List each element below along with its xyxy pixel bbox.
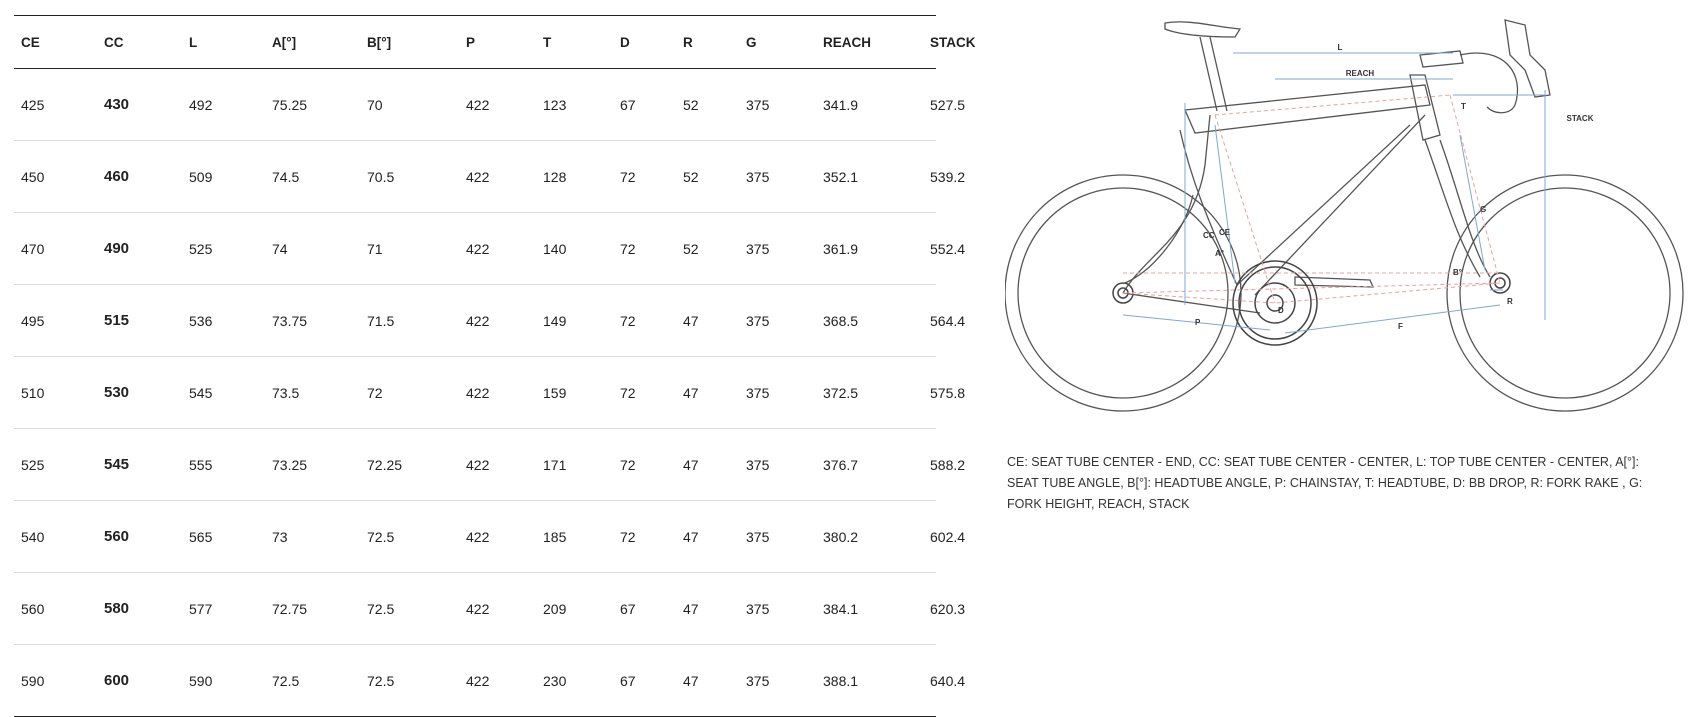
table-cell: 620.3 <box>930 600 966 617</box>
table-row <box>14 213 966 285</box>
chainring <box>1113 261 1510 345</box>
table-cell: 73.25 <box>272 456 308 473</box>
column-header-p: P <box>466 34 476 50</box>
column-header-d: D <box>620 34 630 50</box>
table-cell: 422 <box>466 600 490 617</box>
column-header-ce: CE <box>21 34 40 50</box>
table-cell: 73 <box>272 528 288 545</box>
diagram-label-r: R <box>1507 297 1513 306</box>
table-cell: 384.1 <box>823 600 859 617</box>
table-cell: 47 <box>683 312 699 329</box>
table-cell: 560 <box>104 528 130 545</box>
table-cell: 171 <box>543 456 567 473</box>
diagram-label-f: F <box>1398 322 1403 331</box>
table-cell: 352.1 <box>823 168 859 185</box>
table-cell: 577 <box>189 600 213 617</box>
table-cell: 72 <box>620 456 636 473</box>
table-cell: 560 <box>21 600 45 617</box>
table-cell: 450 <box>21 168 45 185</box>
table-cell: 67 <box>620 600 636 617</box>
column-header-a: A[°] <box>272 34 297 50</box>
table-cell: 580 <box>104 600 130 617</box>
diagram-label-l: L <box>1337 43 1343 52</box>
table-row <box>14 429 966 501</box>
bike-frame <box>1123 75 1490 313</box>
table-cell: 422 <box>466 456 490 473</box>
table-cell: 52 <box>683 96 699 113</box>
table-cell: 72 <box>620 528 636 545</box>
table-cell: 422 <box>466 168 490 185</box>
table-cell: 73.75 <box>272 312 308 329</box>
table-cell: 159 <box>543 384 567 401</box>
table-cell: 509 <box>189 168 213 185</box>
table-cell: 422 <box>466 312 490 329</box>
table-cell: 375 <box>746 384 770 401</box>
table-cell: 230 <box>543 672 567 689</box>
table-cell: 72 <box>367 384 383 401</box>
table-cell: 72.5 <box>272 672 300 689</box>
table-row <box>14 285 966 357</box>
table-cell: 422 <box>466 528 490 545</box>
table-cell: 495 <box>21 312 45 329</box>
table-cell: 375 <box>746 240 770 257</box>
table-cell: 149 <box>543 312 567 329</box>
table-cell: 376.7 <box>823 456 859 473</box>
table-cell: 375 <box>746 312 770 329</box>
table-cell: 527.5 <box>930 96 966 113</box>
table-header-row <box>14 16 976 69</box>
table-cell: 52 <box>683 168 699 185</box>
diagram-label-stack: STACK <box>1566 114 1594 123</box>
table-cell: 72.5 <box>367 528 395 545</box>
table-cell: 530 <box>104 384 130 401</box>
table-cell: 552.4 <box>930 240 966 257</box>
table-cell: 47 <box>683 672 699 689</box>
table-cell: 375 <box>746 528 770 545</box>
geometry-legend-caption: CE: SEAT TUBE CENTER - END, CC: SEAT TUBE CENTER - CENTER, L: TOP TUBE CENTER - CENTER, A[°]: SEAT TUBE ANGLE, B[°]: HEADTUBE ANGLE, P: CHAINSTAY, T: HEADTUBE, D: BB DROP, R: FORK RAKE , G: FORK HEIGHT, REACH, STACK <box>1007 455 1643 511</box>
table-cell: 375 <box>746 456 770 473</box>
table-cell: 72.75 <box>272 600 308 617</box>
table-cell: 73.5 <box>272 384 300 401</box>
table-cell: 70 <box>367 96 383 113</box>
table-cell: 67 <box>620 672 636 689</box>
table-cell: 640.4 <box>930 672 966 689</box>
table-cell: 545 <box>189 384 213 401</box>
table-row <box>14 501 966 573</box>
table-cell: 492 <box>189 96 213 113</box>
table-cell: 422 <box>466 96 490 113</box>
table-row <box>14 141 966 213</box>
construction-lines <box>1123 95 1500 303</box>
column-header-stack: STACK <box>930 34 976 50</box>
table-cell: 123 <box>543 96 567 113</box>
table-cell: 72.5 <box>367 600 395 617</box>
table-cell: 515 <box>104 312 130 329</box>
table-cell: 209 <box>543 600 567 617</box>
diagram-label-a: A° <box>1215 249 1224 258</box>
saddle <box>1165 22 1240 111</box>
table-cell: 422 <box>466 384 490 401</box>
table-row <box>14 645 966 716</box>
table-cell: 372.5 <box>823 384 859 401</box>
table-cell: 388.1 <box>823 672 859 689</box>
column-header-b: B[°] <box>367 34 392 50</box>
table-cell: 545 <box>104 456 130 473</box>
table-cell: 490 <box>104 240 130 257</box>
table-cell: 128 <box>543 168 567 185</box>
table-cell: 72 <box>620 312 636 329</box>
diagram-label-cc: CC <box>1203 231 1215 240</box>
table-row <box>14 357 966 429</box>
table-cell: 140 <box>543 240 567 257</box>
table-cell: 47 <box>683 600 699 617</box>
column-header-r: R <box>683 34 693 50</box>
table-cell: 375 <box>746 600 770 617</box>
table-cell: 470 <box>21 240 45 257</box>
table-cell: 368.5 <box>823 312 859 329</box>
column-header-reach: REACH <box>823 34 872 50</box>
table-cell: 375 <box>746 672 770 689</box>
diagram-label-b: B° <box>1453 268 1462 277</box>
table-cell: 600 <box>104 672 130 689</box>
table-row <box>14 573 966 645</box>
table-cell: 72.25 <box>367 456 403 473</box>
table-cell: 72 <box>620 384 636 401</box>
table-cell: 422 <box>466 672 490 689</box>
table-cell: 590 <box>21 672 45 689</box>
table-cell: 67 <box>620 96 636 113</box>
table-cell: 430 <box>104 96 130 113</box>
table-cell: 47 <box>683 528 699 545</box>
table-cell: 341.9 <box>823 96 859 113</box>
column-header-t: T <box>543 34 552 50</box>
table-cell: 71 <box>367 240 383 257</box>
table-cell: 460 <box>104 168 130 185</box>
geometry-table <box>14 15 976 717</box>
table-cell: 47 <box>683 456 699 473</box>
table-cell: 510 <box>21 384 45 401</box>
table-row <box>14 69 966 141</box>
handlebar <box>1420 20 1550 113</box>
diagram-label-t: T <box>1461 102 1466 111</box>
table-cell: 185 <box>543 528 567 545</box>
table-cell: 380.2 <box>823 528 859 545</box>
table-cell: 525 <box>21 456 45 473</box>
diagram-label-d: D <box>1278 306 1284 315</box>
bike-geometry-diagram <box>1005 15 1690 435</box>
table-cell: 565 <box>189 528 213 545</box>
column-header-cc: CC <box>104 34 124 50</box>
table-cell: 422 <box>466 240 490 257</box>
table-cell: 375 <box>746 168 770 185</box>
table-cell: 555 <box>189 456 213 473</box>
table-cell: 72.5 <box>367 672 395 689</box>
table-cell: 425 <box>21 96 45 113</box>
table-cell: 72 <box>620 168 636 185</box>
table-cell: 74.5 <box>272 168 300 185</box>
diagram-label-reach: REACH <box>1345 69 1375 78</box>
table-cell: 590 <box>189 672 213 689</box>
table-cell: 564.4 <box>930 312 966 329</box>
table-cell: 71.5 <box>367 312 395 329</box>
table-cell: 47 <box>683 384 699 401</box>
table-cell: 72 <box>620 240 636 257</box>
table-cell: 525 <box>189 240 213 257</box>
table-cell: 75.25 <box>272 96 308 113</box>
diagram-label-g: G <box>1480 205 1487 214</box>
column-header-l: L <box>189 34 198 50</box>
diagram-label-ce: CE <box>1219 228 1231 237</box>
table-cell: 539.2 <box>930 168 966 185</box>
table-body <box>14 69 966 716</box>
table-cell: 575.8 <box>930 384 966 401</box>
diagram-label-p: P <box>1195 318 1201 327</box>
table-cell: 361.9 <box>823 240 859 257</box>
table-cell: 536 <box>189 312 213 329</box>
column-header-g: G <box>746 34 757 50</box>
table-cell: 588.2 <box>930 456 966 473</box>
table-cell: 540 <box>21 528 45 545</box>
table-cell: 70.5 <box>367 168 395 185</box>
table-cell: 74 <box>272 240 288 257</box>
table-cell: 375 <box>746 96 770 113</box>
table-cell: 602.4 <box>930 528 966 545</box>
table-cell: 52 <box>683 240 699 257</box>
